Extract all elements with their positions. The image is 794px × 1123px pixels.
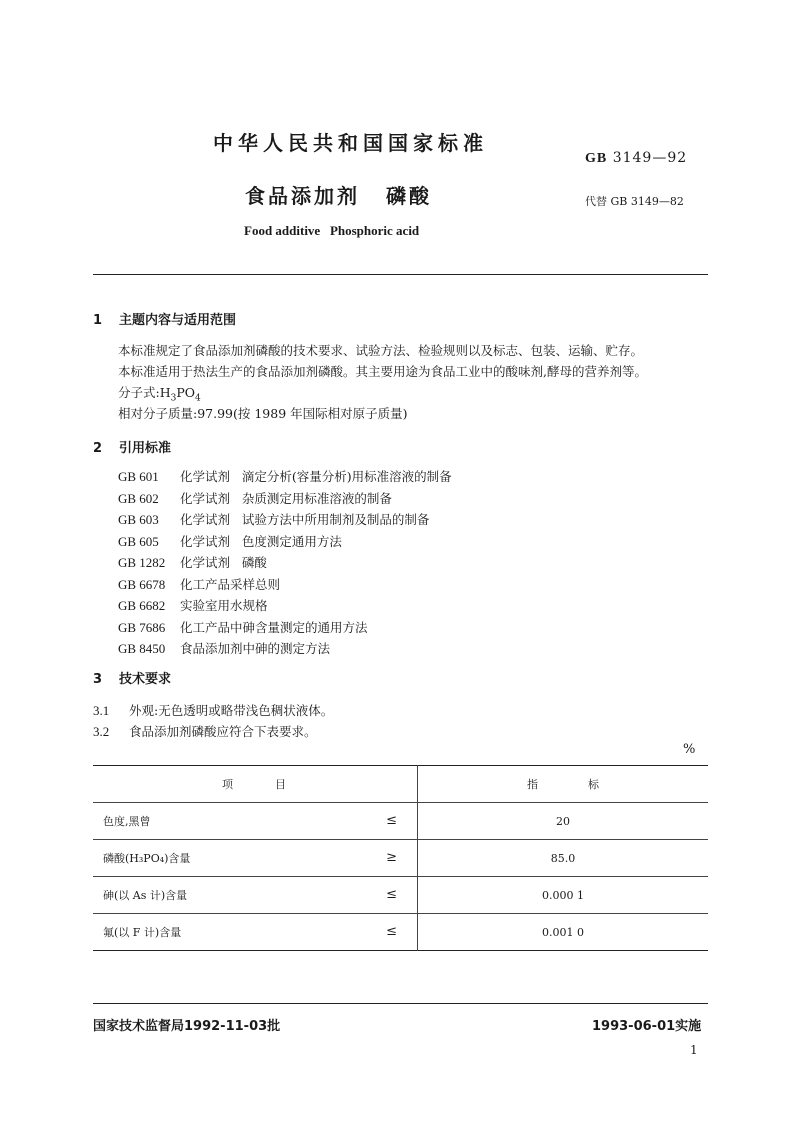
row-value: 0.001 0 xyxy=(418,914,709,951)
standard-code-prefix: GB xyxy=(585,151,608,166)
reference-item xyxy=(118,467,452,489)
reference-item xyxy=(118,575,452,597)
reference-text: 化工产品采样总则 xyxy=(180,576,281,592)
replaces-note: 代替 GB 3149—82 xyxy=(585,195,684,208)
reference-item xyxy=(118,489,452,511)
title-cn-part2: 磷酸 xyxy=(386,184,432,208)
reference-code: GB 8450 xyxy=(118,641,166,656)
clause-text: 食品添加剂磷酸应符合下表要求。 xyxy=(129,724,317,739)
standard-code-number: 3149—92 xyxy=(612,150,688,166)
formula-o-subscript: 4 xyxy=(195,393,201,404)
section-number: 3 xyxy=(93,672,103,687)
section-number: 1 xyxy=(93,313,103,328)
table-row xyxy=(93,803,708,840)
row-value: 20 xyxy=(418,803,709,840)
column-header-value xyxy=(418,766,709,803)
reference-text: 化工产品中砷含量测定的通用方法 xyxy=(180,619,368,635)
requirements-table xyxy=(93,765,708,951)
table-row xyxy=(93,877,708,914)
header-divider xyxy=(93,274,708,275)
header-item-char1: 项 xyxy=(222,778,235,791)
section-1-heading xyxy=(93,309,236,328)
clause-number: 3.1 xyxy=(93,703,110,718)
footer-divider xyxy=(93,1003,708,1004)
national-standard-title: 中华人民共和国国家标准 xyxy=(213,131,488,155)
formula-po: PO xyxy=(176,385,196,400)
table-row xyxy=(93,914,708,951)
table-row xyxy=(93,840,708,877)
page-number: 1 xyxy=(690,1043,698,1057)
header-value-char1: 指 xyxy=(527,778,538,791)
document-title-cn xyxy=(245,180,432,209)
reference-code: GB 7686 xyxy=(118,619,166,635)
reference-code: GB 601 xyxy=(118,469,159,484)
header-value-char2: 标 xyxy=(588,778,599,791)
reference-item xyxy=(118,639,452,661)
reference-text: 化学试剂 杂质测定用标准溶液的制备 xyxy=(180,490,392,506)
formula-label: 分子式: xyxy=(118,385,160,400)
reference-text: 食品添加剂中砷的测定方法 xyxy=(180,641,331,656)
reference-text: 化学试剂 磷酸 xyxy=(180,555,267,570)
section-title: 技术要求 xyxy=(119,672,172,687)
section-number: 2 xyxy=(93,441,103,456)
reference-list xyxy=(118,467,452,661)
table-header-row xyxy=(93,766,708,803)
reference-text: 化学试剂 试验方法中所用制剂及制品的制备 xyxy=(180,512,430,527)
reference-item xyxy=(118,618,452,640)
row-value: 0.000 1 xyxy=(418,877,709,914)
section-title: 主题内容与适用范围 xyxy=(119,313,237,328)
standard-code xyxy=(585,150,687,167)
reference-text: 化学试剂 色度测定通用方法 xyxy=(180,533,342,549)
row-item-label: 磷酸(H₃PO₄)含量 xyxy=(103,852,191,865)
row-item xyxy=(93,840,418,877)
clause-text: 外观:无色透明或略带浅色稠状液体。 xyxy=(129,703,334,718)
table-unit: % xyxy=(683,742,696,757)
comparison-sign: ≤ xyxy=(386,887,397,902)
reference-code: GB 605 xyxy=(118,533,159,549)
section-title: 引用标准 xyxy=(119,441,172,456)
reference-text: 实验室用水规格 xyxy=(180,598,268,613)
molecular-formula xyxy=(118,383,201,404)
formula-h: H xyxy=(159,385,171,400)
row-value: 85.0 xyxy=(418,840,709,877)
comparison-sign: ≤ xyxy=(386,924,397,939)
reference-code: GB 603 xyxy=(118,512,159,527)
column-header-item xyxy=(93,766,418,803)
effective-date: 1993-06-01实施 xyxy=(592,1019,702,1034)
clause-3-1 xyxy=(93,701,333,719)
title-cn-part1: 食品添加剂 xyxy=(245,184,360,208)
reference-item xyxy=(118,553,452,575)
reference-item xyxy=(118,596,452,618)
molecular-mass: 相对分子质量:97.99(按 1989 年国际相对原子质量) xyxy=(118,406,408,421)
reference-item xyxy=(118,532,452,554)
header-item-char2: 目 xyxy=(275,778,288,791)
reference-code: GB 602 xyxy=(118,490,159,506)
approval-statement: 国家技术监督局1992-11-03批 xyxy=(93,1019,281,1034)
row-item-label: 氟(以 F 计)含量 xyxy=(103,926,182,939)
section-3-heading xyxy=(93,668,171,687)
clause-number: 3.2 xyxy=(93,724,110,739)
row-item xyxy=(93,803,418,840)
reference-text: 化学试剂 滴定分析(容量分析)用标准溶液的制备 xyxy=(180,469,452,484)
document-title-en: Food additive Phosphoric acid xyxy=(244,223,420,238)
row-item-label: 色度,黑曾 xyxy=(103,815,151,828)
reference-item xyxy=(118,510,452,532)
section-1-para-scope: 本标准规定了食品添加剂磷酸的技术要求、试验方法、检验规则以及标志、包装、运输、贮存。 xyxy=(118,343,644,358)
reference-code: GB 1282 xyxy=(118,555,166,570)
row-item xyxy=(93,914,418,951)
clause-3-2 xyxy=(93,722,317,740)
row-item xyxy=(93,877,418,914)
section-2-heading xyxy=(93,437,171,456)
formula-h-subscript: 3 xyxy=(170,393,177,404)
comparison-sign: ≤ xyxy=(386,813,397,828)
reference-code: GB 6682 xyxy=(118,598,166,613)
reference-code: GB 6678 xyxy=(118,576,166,592)
comparison-sign: ≥ xyxy=(386,850,397,865)
row-item-label: 砷(以 As 计)含量 xyxy=(103,889,188,902)
section-1-para-application: 本标准适用于热法生产的食品添加剂磷酸。其主要用途为食品工业中的酸味剂,酵母的营养剂等。 xyxy=(118,364,647,379)
